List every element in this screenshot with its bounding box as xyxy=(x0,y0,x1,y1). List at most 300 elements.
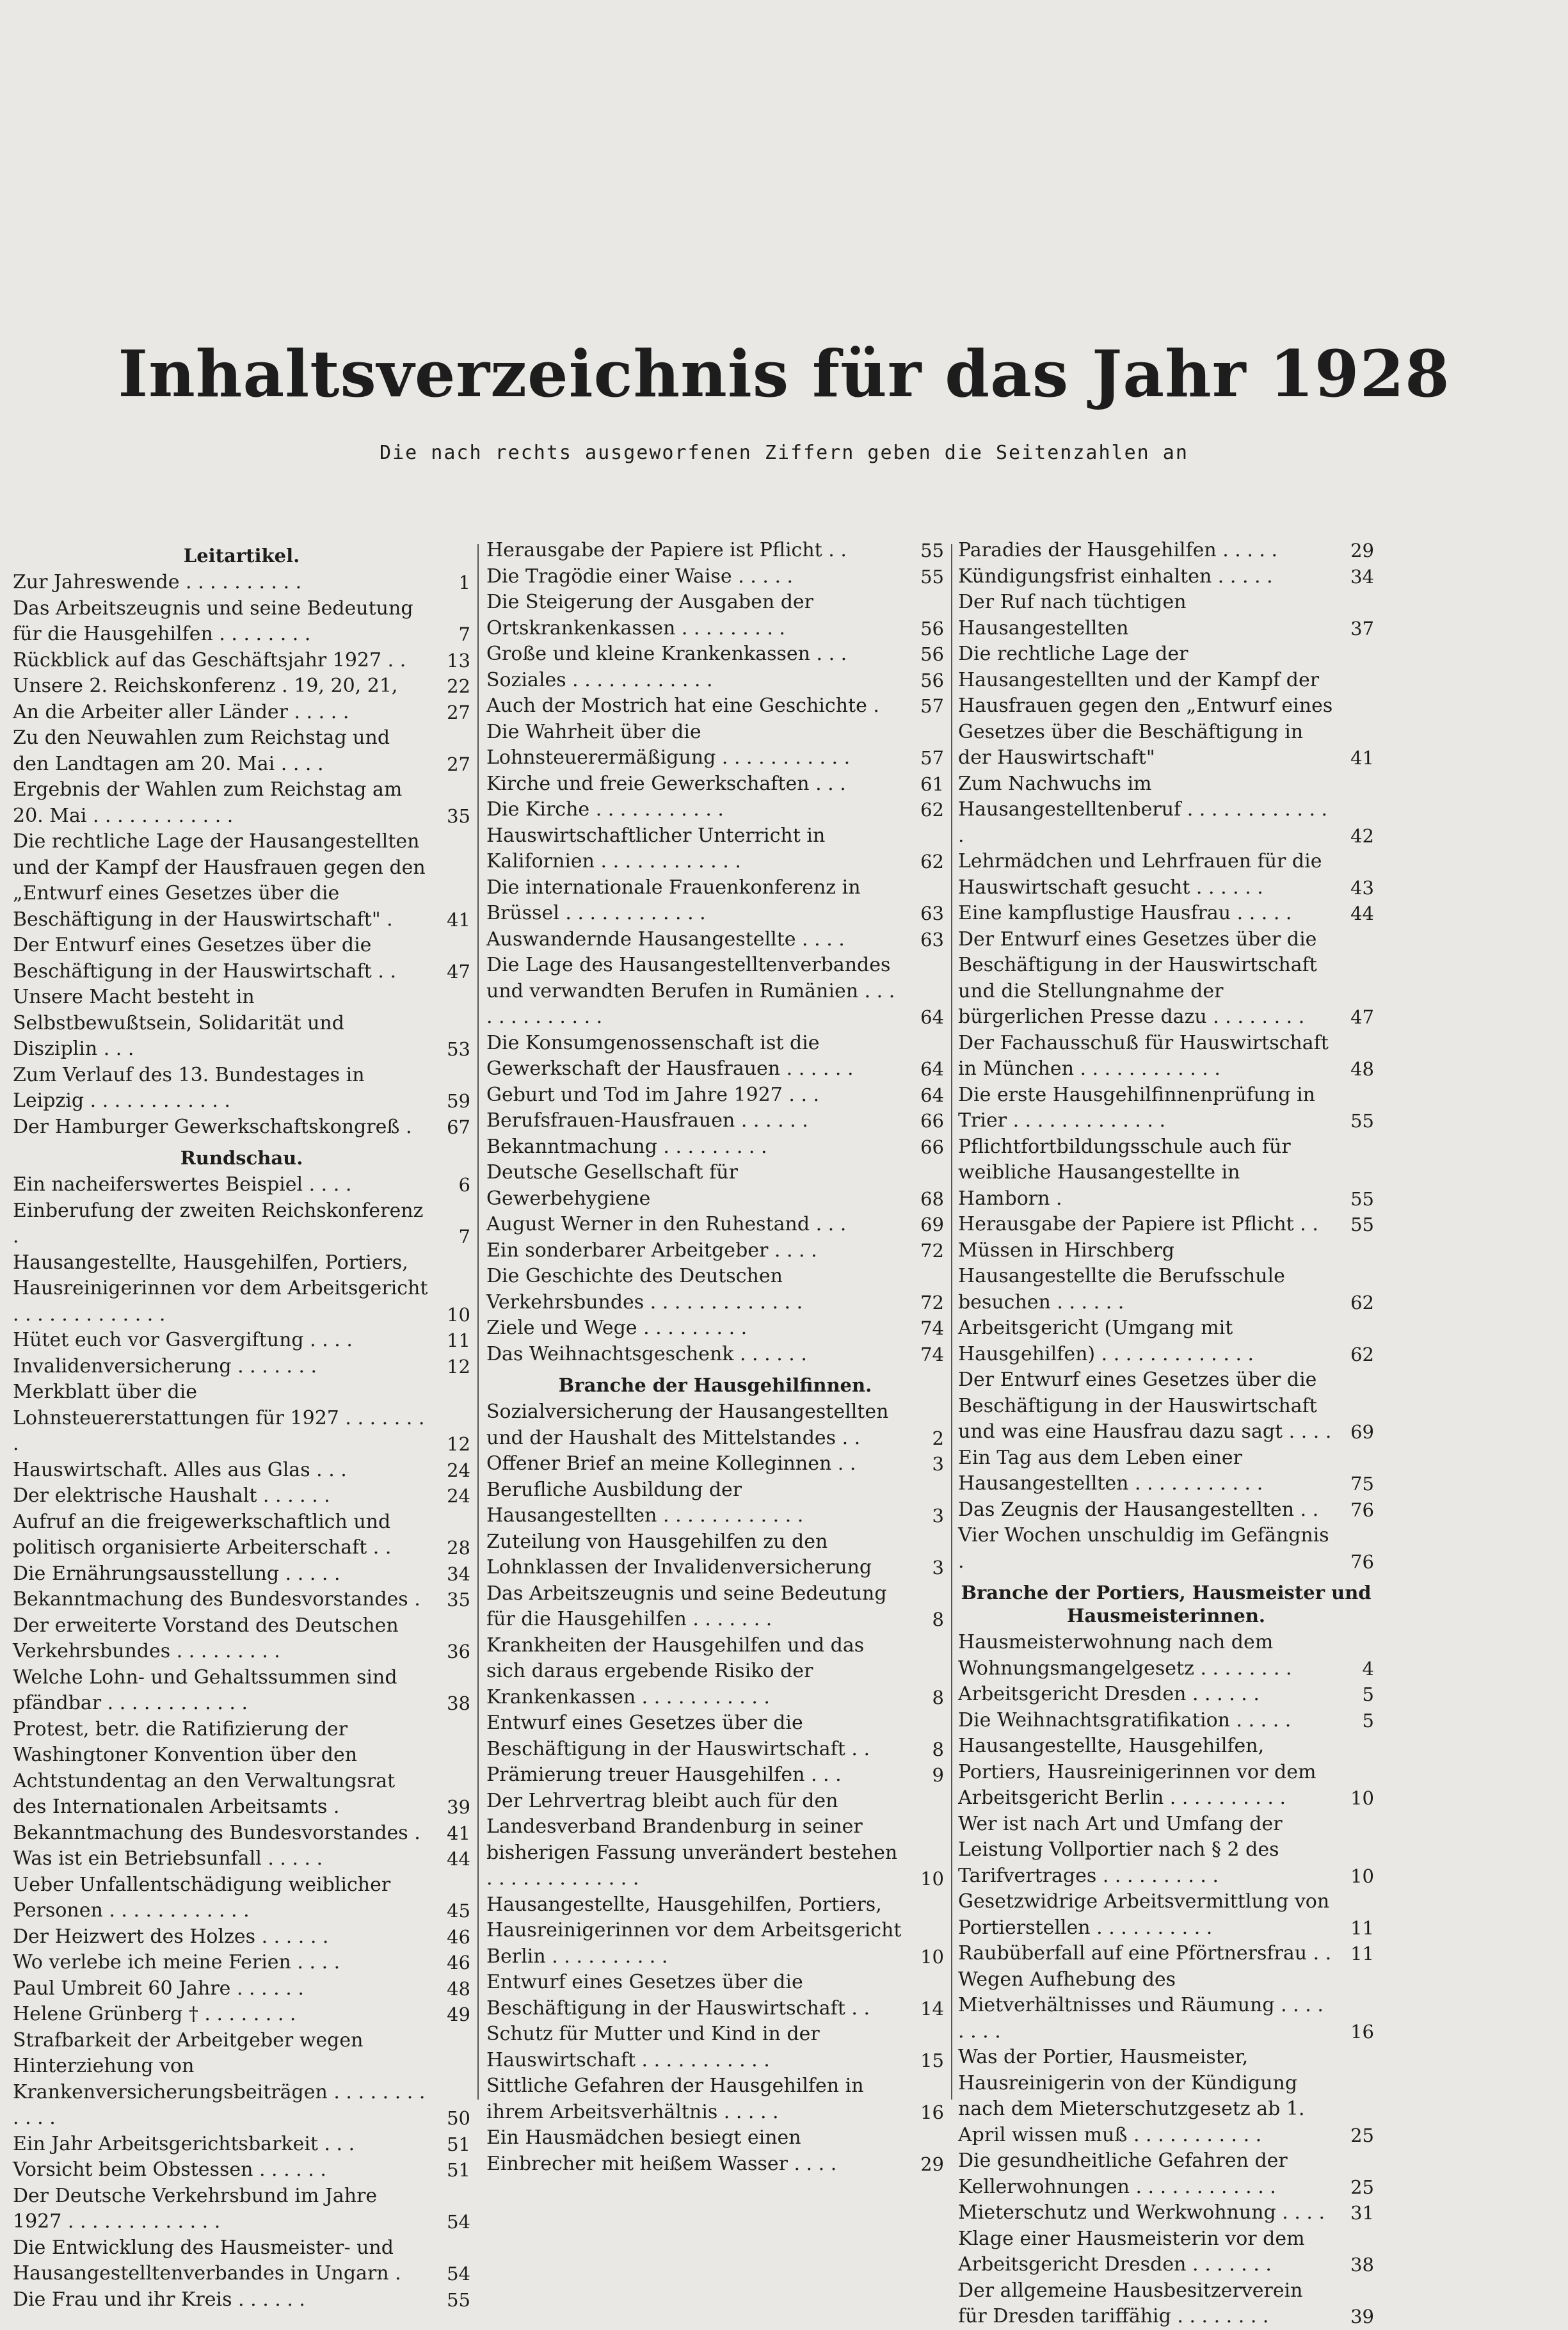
toc-entry-title: Strafbarkeit der Arbeitgeber wegen Hinterziehung von Krankenversicherungsbeiträgen . . . . . . . . . . . . xyxy=(13,2029,426,2129)
toc-entry xyxy=(958,1367,1374,1445)
toc-entry xyxy=(13,1172,470,1198)
toc-entry xyxy=(486,1082,944,1109)
toc-entry xyxy=(486,1970,944,2021)
toc-entry xyxy=(958,1630,1374,1682)
toc-entry xyxy=(13,1063,470,1114)
toc-entry xyxy=(13,2183,470,2235)
toc-entry-title: Der Entwurf eines Gesetzes über die Beschäftigung in der Hauswirtschaft . . xyxy=(13,934,396,983)
toc-entry-title: Geburt und Tod im Jahre 1927 . . . xyxy=(486,1083,820,1106)
toc-entry-page: 57 xyxy=(920,695,944,717)
toc-entry xyxy=(486,2073,944,2125)
toc-entry xyxy=(958,1212,1374,1238)
toc-entry-page: 55 xyxy=(1350,1187,1374,1210)
column-divider xyxy=(951,544,952,2100)
toc-entry xyxy=(486,771,944,798)
toc-entry xyxy=(13,570,470,596)
toc-entry xyxy=(486,1031,944,1082)
toc-entry-title: Zum Verlauf des 13. Bundestages in Leipzig . . . . . . . . . . . . xyxy=(13,1063,365,1112)
toc-entry-page: 8 xyxy=(932,1738,944,1760)
toc-entry xyxy=(486,1477,944,1529)
toc-entry-title: Merkblatt über die Lohnsteuererstattungen für 1927 . . . . . . . . xyxy=(13,1381,425,1455)
toc-entry-title: Zuteilung von Hausgehilfen zu den Lohnklassen der Invalidenversicherung xyxy=(486,1530,872,1579)
toc-entry xyxy=(486,668,944,694)
toc-entry xyxy=(13,2287,470,2313)
toc-entry-page: 29 xyxy=(1350,540,1374,561)
toc-entry xyxy=(486,1633,944,1711)
toc-entry-title: Sittliche Gefahren der Hausgehilfen in ihrem Arbeitsverhältnis . . . . . xyxy=(486,2075,864,2123)
toc-entry-title: Was ist ein Betriebsunfall . . . . . xyxy=(13,1847,323,1870)
toc-entry-title: Berufliche Ausbildung der Hausangestellten . . . . . . . . . . . . xyxy=(486,1478,804,1527)
toc-entry xyxy=(958,927,1374,1031)
toc-entry xyxy=(958,1812,1374,1890)
toc-entry xyxy=(486,875,944,927)
toc-entry-page: 7 xyxy=(458,623,470,645)
toc-entry-title: August Werner in den Ruhestand . . . xyxy=(486,1213,847,1235)
toc-entry-title: Entwurf eines Gesetzes über die Beschäftigung in der Hauswirtschaft . . xyxy=(486,1712,870,1760)
toc-entry-title: Einberufung der zweiten Reichskonferenz . xyxy=(13,1199,424,1248)
toc-entry-page: 57 xyxy=(920,747,944,769)
toc-entry-title: Hausmeisterwohnung nach dem Wohnungsmangelgesetz . . . . . . . . xyxy=(958,1631,1292,1680)
toc-entry xyxy=(13,673,470,700)
toc-entry xyxy=(486,797,944,823)
toc-entry-page: 36 xyxy=(447,1641,470,1662)
toc-entry-page: 38 xyxy=(1350,2254,1374,2276)
toc-entry-page: 10 xyxy=(447,1303,470,1326)
toc-entry-title: Gesetzwidrige Arbeitsvermittlung von Portierstellen . . . . . . . . . . xyxy=(958,1890,1330,1939)
toc-entry-page: 6 xyxy=(458,1174,470,1196)
toc-entry-page: 74 xyxy=(920,1343,944,1365)
toc-entry-page: 47 xyxy=(1350,1006,1374,1028)
toc-entry xyxy=(486,1892,944,1970)
toc-entry xyxy=(958,2200,1374,2226)
toc-entry-page: 9 xyxy=(932,1764,944,1786)
toc-entry xyxy=(13,933,470,984)
toc-entry-title: Der Entwurf eines Gesetzes über die Beschäftigung in der Hauswirtschaft und was eine Hausfrau dazu sagt . . . . xyxy=(958,1369,1332,1443)
toc-entry xyxy=(958,1708,1374,1734)
toc-entry xyxy=(13,1976,470,2002)
toc-entry xyxy=(958,538,1374,564)
toc-entry-title: Der Ruf nach tüchtigen Hausangestellten xyxy=(958,591,1187,639)
toc-entry-page: 51 xyxy=(447,2133,470,2155)
toc-entry xyxy=(486,1108,944,1134)
toc-entry-title: Arbeitsgericht Dresden . . . . . . xyxy=(958,1683,1260,1705)
toc-entry xyxy=(13,1950,470,1976)
toc-entry-title: Das Zeugnis der Hausangestellten . . xyxy=(958,1498,1319,1521)
toc-entry-page: 41 xyxy=(447,1822,470,1844)
toc-entry-page: 34 xyxy=(447,1563,470,1585)
toc-entry xyxy=(13,777,470,829)
toc-entry-page: 24 xyxy=(447,1485,470,1507)
toc-entry xyxy=(486,719,944,771)
toc-entry-page: 66 xyxy=(920,1136,944,1158)
toc-entry xyxy=(13,1717,470,1820)
toc-entry xyxy=(486,1342,944,1368)
toc-entry-page: 37 xyxy=(1350,617,1374,639)
toc-entry xyxy=(958,1082,1374,1134)
toc-entry-page: 59 xyxy=(447,1090,470,1112)
toc-entry-page: 54 xyxy=(447,2211,470,2233)
toc-entry-title: Ein Tag aus dem Leben einer Hausangestellten . . . . . . . . . . . xyxy=(958,1446,1263,1495)
toc-entry-page: 75 xyxy=(1350,1473,1374,1495)
toc-entry xyxy=(958,564,1374,590)
toc-column-3 xyxy=(958,538,1374,2330)
toc-entry-title: Sozialversicherung der Hausangestellten und der Haushalt des Mittelstandes . . xyxy=(486,1401,889,1449)
toc-entry-title: Der Fachausschuß für Hauswirtschaft in München . . . . . . . . . . . . xyxy=(958,1031,1329,1080)
toc-entry-page: 50 xyxy=(447,2107,470,2129)
toc-entry xyxy=(13,1872,470,1924)
toc-entry-title: Der allgemeine Hausbesitzerverein für Dresden tariffähig . . . . . . . . xyxy=(958,2279,1303,2327)
toc-entry xyxy=(486,1788,944,1892)
toc-entry-page: 10 xyxy=(920,1868,944,1890)
toc-entry-page: 55 xyxy=(447,2288,470,2311)
toc-entry xyxy=(13,648,470,674)
toc-entry-title: Herausgabe der Papiere ist Pflicht . . xyxy=(958,1213,1318,1235)
toc-entry xyxy=(958,590,1374,641)
toc-entry-page: 72 xyxy=(920,1291,944,1314)
toc-entry-title: Die Geschichte des Deutschen Verkehrsbundes . . . . . . . . . . . . . xyxy=(486,1265,803,1314)
toc-entry-page: 11 xyxy=(447,1330,470,1351)
toc-entry xyxy=(13,1820,470,1847)
toc-entry-page: 42 xyxy=(1350,824,1374,847)
toc-entry xyxy=(958,1315,1374,1367)
toc-entry xyxy=(958,2148,1374,2200)
toc-entry-title: Pflichtfortbildungsschule auch für weibliche Hausangestellte in Hamborn . xyxy=(958,1135,1291,1210)
toc-entry-title: Zur Jahreswende . . . . . . . . . . xyxy=(13,571,302,593)
toc-entry xyxy=(13,1587,470,1613)
toc-entry-title: Lehrmädchen und Lehrfrauen für die Hauswirtschaft gesucht . . . . . . xyxy=(958,850,1322,899)
toc-entry xyxy=(958,1523,1374,1575)
toc-entry-title: Hütet euch vor Gasvergiftung . . . . xyxy=(13,1329,353,1351)
toc-entry-page: 25 xyxy=(1350,2124,1374,2146)
section-heading: Rundschau. xyxy=(180,1147,303,1169)
toc-entry xyxy=(486,2125,944,2177)
toc-entry-page: 16 xyxy=(1350,2020,1374,2043)
toc-entry-page: 45 xyxy=(447,1900,470,1922)
toc-entry xyxy=(486,590,944,641)
toc-entry-title: Paradies der Hausgehilfen . . . . . xyxy=(958,539,1278,561)
toc-entry-page: 5 xyxy=(1362,1683,1374,1705)
toc-entry xyxy=(486,1529,944,1581)
toc-column-2 xyxy=(486,538,944,2177)
toc-entry xyxy=(958,1134,1374,1212)
toc-entry xyxy=(958,641,1374,771)
toc-entry xyxy=(486,1451,944,1477)
toc-entry-title: Was der Portier, Hausmeister, Hausreinigerin von der Kündigung nach dem Mieterschutzgesetz ab 1. April wissen muß . . . . . . . . . . . xyxy=(958,2046,1305,2146)
toc-entry-title: Eine kampflustige Hausfrau . . . . . xyxy=(958,902,1292,924)
toc-entry-page: 68 xyxy=(920,1187,944,1210)
toc-entry-title: Bekanntmachung . . . . . . . . . xyxy=(486,1135,767,1158)
toc-entry-page: 14 xyxy=(920,1997,944,2020)
toc-entry-title: Das Arbeitszeugnis und seine Bedeutung für die Hausgehilfen . . . . . . . . xyxy=(13,597,413,645)
toc-entry-title: Der Hamburger Gewerkschaftskongreß . xyxy=(13,1115,412,1138)
toc-entry-title: Große und kleine Krankenkassen . . . xyxy=(486,643,847,665)
toc-entry-title: Aufruf an die freigewerkschaftlich und politisch organisierte Arbeiterschaft . . xyxy=(13,1510,392,1559)
toc-entry xyxy=(958,2045,1374,2148)
toc-entry-page: 11 xyxy=(1350,1916,1374,1939)
toc-entry-title: Bekanntmachung des Bundesvorstandes . xyxy=(13,1821,420,1844)
toc-entry-page: 76 xyxy=(1350,1498,1374,1521)
toc-entry-title: Entwurf eines Gesetzes über die Beschäftigung in der Hauswirtschaft . . xyxy=(486,1971,870,2020)
toc-entry xyxy=(958,1682,1374,1708)
toc-entry-page: 62 xyxy=(920,799,944,821)
toc-entry-page: 27 xyxy=(447,753,470,775)
toc-entry xyxy=(13,1354,470,1380)
toc-entry xyxy=(958,849,1374,901)
toc-entry-title: Die Ernährungsausstellung . . . . . xyxy=(13,1562,340,1585)
toc-entry xyxy=(13,1924,470,1950)
toc-entry xyxy=(13,1458,470,1484)
toc-entry-title: Kündigungsfrist einhalten . . . . . xyxy=(958,565,1273,588)
toc-entry xyxy=(486,1160,944,1212)
toc-entry-title: Die Tragödie einer Waise . . . . . xyxy=(486,565,794,588)
toc-entry-title: Müssen in Hirschberg Hausangestellte die Berufsschule besuchen . . . . . . xyxy=(958,1239,1285,1314)
toc-entry-title: Die Kirche . . . . . . . . . . . xyxy=(486,798,724,821)
toc-entry-title: Zum Nachwuchs im Hausangestelltenberuf . . . . . . . . . . . . . xyxy=(958,772,1328,847)
page-title: Inhaltsverzeichnis für das Jahr 1928 xyxy=(118,336,1450,412)
toc-entry-title: Rückblick auf das Geschäftsjahr 1927 . . xyxy=(13,648,406,671)
toc-entry xyxy=(13,2132,470,2158)
toc-entry-page: 39 xyxy=(447,1796,470,1818)
toc-entry-page: 11 xyxy=(1350,1943,1374,1964)
toc-entry xyxy=(958,1941,1374,1967)
toc-entry-title: Die Entwicklung des Hausmeister- und Hausangestelltenverbandes in Ungarn . xyxy=(13,2236,401,2285)
toc-entry-page: 10 xyxy=(920,1945,944,1968)
toc-entry xyxy=(486,1134,944,1161)
toc-entry-page: 31 xyxy=(1350,2202,1374,2224)
toc-entry-page: 55 xyxy=(920,565,944,588)
toc-entry-title: An die Arbeiter aller Länder . . . . . xyxy=(13,700,349,723)
toc-entry-title: Die internationale Frauenkonferenz in Brüssel . . . . . . . . . . . . xyxy=(486,876,861,924)
toc-entry-page: 39 xyxy=(1350,2306,1374,2327)
toc-entry-page: 63 xyxy=(920,928,944,951)
toc-entry-title: Offener Brief an meine Kolleginnen . . xyxy=(486,1452,856,1475)
toc-entry xyxy=(958,771,1374,849)
toc-entry-title: Berufsfrauen-Hausfrauen . . . . . . xyxy=(486,1109,808,1132)
toc-entry-page: 7 xyxy=(458,1226,470,1248)
toc-entry-page: 48 xyxy=(447,1977,470,2000)
toc-entry-page: 44 xyxy=(1350,903,1374,924)
toc-entry xyxy=(13,984,470,1063)
toc-entry-title: Ziele und Wege . . . . . . . . . xyxy=(486,1317,748,1339)
toc-entry-page: 35 xyxy=(447,1589,470,1611)
toc-entry-page: 64 xyxy=(920,1084,944,1106)
toc-entry xyxy=(486,1238,944,1264)
toc-entry xyxy=(486,1762,944,1788)
toc-entry xyxy=(958,1238,1374,1316)
toc-entry xyxy=(486,927,944,953)
toc-entry xyxy=(958,901,1374,927)
toc-entry-title: Auch der Mostrich hat eine Geschichte . xyxy=(486,695,879,717)
toc-entry-title: Ein Hausmädchen besiegt einen Einbrecher mit heißem Wasser . . . . xyxy=(486,2126,837,2175)
toc-entry-title: Die gesundheitliche Gefahren der Kellerwohnungen . . . . . . . . . . . . xyxy=(958,2149,1288,2198)
toc-entry-title: Ergebnis der Wahlen zum Reichstag am 20. Mai . . . . . . . . . . . . xyxy=(13,778,403,827)
toc-entry xyxy=(13,829,470,933)
toc-entry-page: 62 xyxy=(920,851,944,872)
toc-entry-page: 61 xyxy=(920,773,944,795)
toc-entry xyxy=(13,1250,470,1328)
toc-entry-title: Herausgabe der Papiere ist Pflicht . . xyxy=(486,539,847,561)
toc-entry-page: 41 xyxy=(1350,747,1374,769)
toc-entry-title: Wegen Aufhebung des Mietverhältnisses und Räumung . . . . . . . . xyxy=(958,1968,1324,2043)
toc-entry-page: 4 xyxy=(1362,1657,1374,1680)
toc-entry-title: Prämierung treuer Hausgehilfen . . . xyxy=(486,1764,842,1786)
toc-entry-page: 51 xyxy=(447,2159,470,2181)
toc-entry-title: Raubüberfall auf eine Pförtnersfrau . . xyxy=(958,1942,1332,1964)
toc-entry xyxy=(13,1509,470,1561)
toc-entry-title: Bekanntmachung des Bundesvorstandes . xyxy=(13,1588,420,1611)
toc-entry-page: 10 xyxy=(1350,1865,1374,1887)
toc-entry-page: 8 xyxy=(932,1609,944,1630)
toc-entry-page: 64 xyxy=(920,1006,944,1028)
toc-entry-title: Die Konsumgenossenschaft ist die Gewerkschaft der Hausfrauen . . . . . . xyxy=(486,1031,854,1080)
toc-entry xyxy=(13,1114,470,1141)
toc-entry-page: 74 xyxy=(920,1317,944,1339)
toc-entry-page: 44 xyxy=(447,1848,470,1870)
toc-entry-page: 64 xyxy=(920,1058,944,1080)
toc-entry xyxy=(958,1889,1374,1941)
toc-entry xyxy=(958,1497,1374,1523)
toc-entry-page: 46 xyxy=(447,1952,470,1973)
toc-entry xyxy=(13,1328,470,1354)
toc-entry-title: Wo verlebe ich meine Ferien . . . . xyxy=(13,1951,340,1973)
toc-entry-title: Vorsicht beim Obstessen . . . . . . xyxy=(13,2158,326,2181)
toc-entry-page: 15 xyxy=(920,2049,944,2071)
toc-entry-title: Deutsche Gesellschaft für Gewerbehygiene xyxy=(486,1161,738,1210)
toc-entry-title: Protest, betr. die Ratifizierung der Washingtoner Konvention über den Achtstundentag an den Verwaltungsrat des Internationalen Arbeitsamts . xyxy=(13,1717,396,1818)
toc-entry-title: Hausangestellte, Hausgehilfen, Portiers, Hausreinigerinnen vor dem Arbeitsgericht Berlin . . . . . . . . . . xyxy=(958,1735,1316,1809)
toc-entry xyxy=(486,1212,944,1238)
toc-entry-page: 10 xyxy=(1350,1787,1374,1809)
toc-entry xyxy=(13,1483,470,1509)
toc-entry-page: 2 xyxy=(932,1427,944,1449)
toc-entry-title: Der Deutsche Verkehrsbund im Jahre 1927 . . . . . . . . . . . . . xyxy=(13,2184,378,2233)
toc-entry-title: Hauswirtschaft. Alles aus Glas . . . xyxy=(13,1458,347,1481)
toc-entry xyxy=(486,1315,944,1342)
section-heading: Branche der Hausgehilfinnen. xyxy=(558,1374,872,1396)
toc-entry-page: 49 xyxy=(447,2004,470,2025)
toc-entry-page: 55 xyxy=(1350,1110,1374,1132)
toc-entry xyxy=(486,1581,944,1633)
toc-entry-title: Der Lehrvertrag bleibt auch für den Landesverband Brandenburg in seiner bisherigen Fassung unverändert bestehen . . . . . . . . . . . . . xyxy=(486,1789,898,1890)
toc-entry-title: Vier Wochen unschuldig im Gefängnis . xyxy=(958,1524,1329,1573)
toc-entry xyxy=(958,1733,1374,1812)
toc-entry-title: Helene Grünberg † . . . . . . . . xyxy=(13,2003,296,2025)
toc-entry-page: 3 xyxy=(932,1557,944,1579)
toc-entry xyxy=(958,1967,1374,2045)
toc-entry xyxy=(486,641,944,668)
toc-entry xyxy=(486,2021,944,2073)
toc-entry-page: 29 xyxy=(920,2153,944,2175)
toc-entry-page: 56 xyxy=(920,643,944,665)
toc-entry xyxy=(486,1710,944,1762)
toc-entry xyxy=(13,2028,470,2132)
toc-entry-page: 66 xyxy=(920,1110,944,1132)
toc-entry xyxy=(13,2235,470,2287)
toc-entry-page: 62 xyxy=(1350,1343,1374,1365)
toc-entry-title: Ueber Unfallentschädigung weiblicher Personen . . . . . . . . . . . . xyxy=(13,1873,391,1922)
toc-column-1 xyxy=(13,538,470,2313)
toc-entry-title: Ein sonderbarer Arbeitgeber . . . . xyxy=(486,1239,817,1262)
toc-entry-title: Der erweiterte Vorstand des Deutschen Verkehrsbundes . . . . . . . . . xyxy=(13,1614,399,1662)
toc-entry-page: 3 xyxy=(932,1453,944,1475)
toc-entry-page: 54 xyxy=(447,2263,470,2285)
toc-entry-title: Kirche und freie Gewerkschaften . . . xyxy=(486,772,846,795)
toc-entry-page: 28 xyxy=(447,1537,470,1559)
toc-entry-title: Die Wahrheit über die Lohnsteuerermäßigung . . . . . . . . . . . xyxy=(486,720,851,769)
toc-entry-title: Hauswirtschaftlicher Unterricht in Kalifornien . . . . . . . . . . . . xyxy=(486,824,826,872)
toc-entry-page: 76 xyxy=(1350,1550,1374,1573)
toc-entry-title: Zu den Neuwahlen zum Reichstag und den Landtagen am 20. Mai . . . . xyxy=(13,727,390,775)
toc-entry xyxy=(13,700,470,726)
toc-entry-page: 25 xyxy=(1350,2176,1374,2198)
toc-entry-title: Soziales . . . . . . . . . . . . xyxy=(486,668,713,691)
toc-entry-page: 69 xyxy=(1350,1421,1374,1443)
section-heading: Branche der Portiers, Hausmeister und Hausmeisterinnen. xyxy=(961,1582,1372,1627)
toc-entry-title: Wer ist nach Art und Umfang der Leistung Vollportier nach § 2 des Tarifvertrages . . . . . . . . . . xyxy=(958,1812,1283,1887)
toc-entry-title: Die Steigerung der Ausgaben der Ortskrankenkassen . . . . . . . . . xyxy=(486,591,813,639)
toc-entry-page: 56 xyxy=(920,617,944,639)
toc-entry-page: 62 xyxy=(1350,1291,1374,1314)
toc-entry-page: 35 xyxy=(447,805,470,827)
toc-entry-page: 41 xyxy=(447,908,470,931)
toc-entry-page: 3 xyxy=(932,1505,944,1527)
toc-entry-page: 67 xyxy=(447,1116,470,1138)
toc-entry-title: Hausangestellte, Hausgehilfen, Portiers, Hausreinigerinnen vor dem Arbeitsgericht Berlin . . . . . . . . . . xyxy=(486,1893,902,1968)
toc-entry xyxy=(958,2278,1374,2330)
column-divider xyxy=(477,544,479,2100)
toc-entry-page: 12 xyxy=(447,1355,470,1378)
toc-entry-title: Die rechtliche Lage der Hausangestellten und der Kampf der Hausfrauen gegen den „Entwurf eines Gesetzes über die Beschäftigung in der Hauswirtschaft" . xyxy=(13,830,426,931)
toc-entry xyxy=(486,564,944,590)
toc-entry-page: 55 xyxy=(920,540,944,561)
toc-entry-title: Die erste Hausgehilfinnenprüfung in Trier . . . . . . . . . . . . . xyxy=(958,1083,1316,1132)
toc-entry xyxy=(486,538,944,564)
toc-entry-page: 8 xyxy=(932,1686,944,1708)
toc-entry-title: Die Frau und ihr Kreis . . . . . . xyxy=(13,2288,305,2311)
toc-entry-page: 13 xyxy=(447,649,470,671)
toc-entry xyxy=(13,1379,470,1458)
toc-entry-page: 22 xyxy=(447,675,470,697)
toc-entry xyxy=(13,1665,470,1717)
toc-entry-title: Der Entwurf eines Gesetzes über die Beschäftigung in der Hauswirtschaft und die Stellungnahme der bürgerlichen Presse dazu . . . . . . . . xyxy=(958,928,1317,1028)
toc-entry-title: Ein Jahr Arbeitsgerichtsbarkeit . . . xyxy=(13,2132,355,2155)
toc-entry xyxy=(486,1264,944,1315)
toc-entry-page: 16 xyxy=(920,2101,944,2123)
toc-entry xyxy=(958,1445,1374,1497)
toc-entry-page: 53 xyxy=(447,1038,470,1060)
toc-entry-page: 46 xyxy=(447,1925,470,1948)
toc-entry xyxy=(486,1399,944,1451)
toc-entry-title: Welche Lohn- und Gehaltssummen sind pfändbar . . . . . . . . . . . . xyxy=(13,1666,397,1714)
toc-entry-title: Paul Umbreit 60 Jahre . . . . . . xyxy=(13,1977,304,2000)
toc-entry-title: Unsere Macht besteht in Selbstbewußtsein, Solidarität und Disziplin . . . xyxy=(13,986,344,1060)
toc-entry-page: 48 xyxy=(1350,1058,1374,1080)
toc-entry-title: Der Heizwert des Holzes . . . . . . xyxy=(13,1925,329,1948)
toc-entry-title: Hausangestellte, Hausgehilfen, Portiers, Hausreinigerinnen vor dem Arbeitsgericht . . . . . . . . . . . . . xyxy=(13,1251,428,1326)
toc-entry xyxy=(486,952,944,1031)
toc-entry-title: Der elektrische Haushalt . . . . . . xyxy=(13,1484,330,1507)
toc-entry-title: Unsere 2. Reichskonferenz . 19, 20, 21, xyxy=(13,675,398,697)
toc-entry-title: Mieterschutz und Werkwohnung . . . . xyxy=(958,2201,1325,2224)
toc-entry xyxy=(13,2002,470,2028)
toc-entry-page: 43 xyxy=(1350,876,1374,899)
toc-entry-title: Die Lage des Hausangestelltenverbandes und verwandten Berufen in Rumänien . . . . . . . . . . . . . xyxy=(486,954,895,1028)
toc-entry-page: 1 xyxy=(458,572,470,593)
page-subtitle: Die nach rechts ausgeworfenen Ziffern geben die Seitenzahlen an xyxy=(380,442,1188,464)
toc-entry-page: 47 xyxy=(447,960,470,983)
toc-entry xyxy=(958,1031,1374,1082)
toc-entry-title: Klage einer Hausmeisterin vor dem Arbeitsgericht Dresden . . . . . . . xyxy=(958,2227,1305,2276)
